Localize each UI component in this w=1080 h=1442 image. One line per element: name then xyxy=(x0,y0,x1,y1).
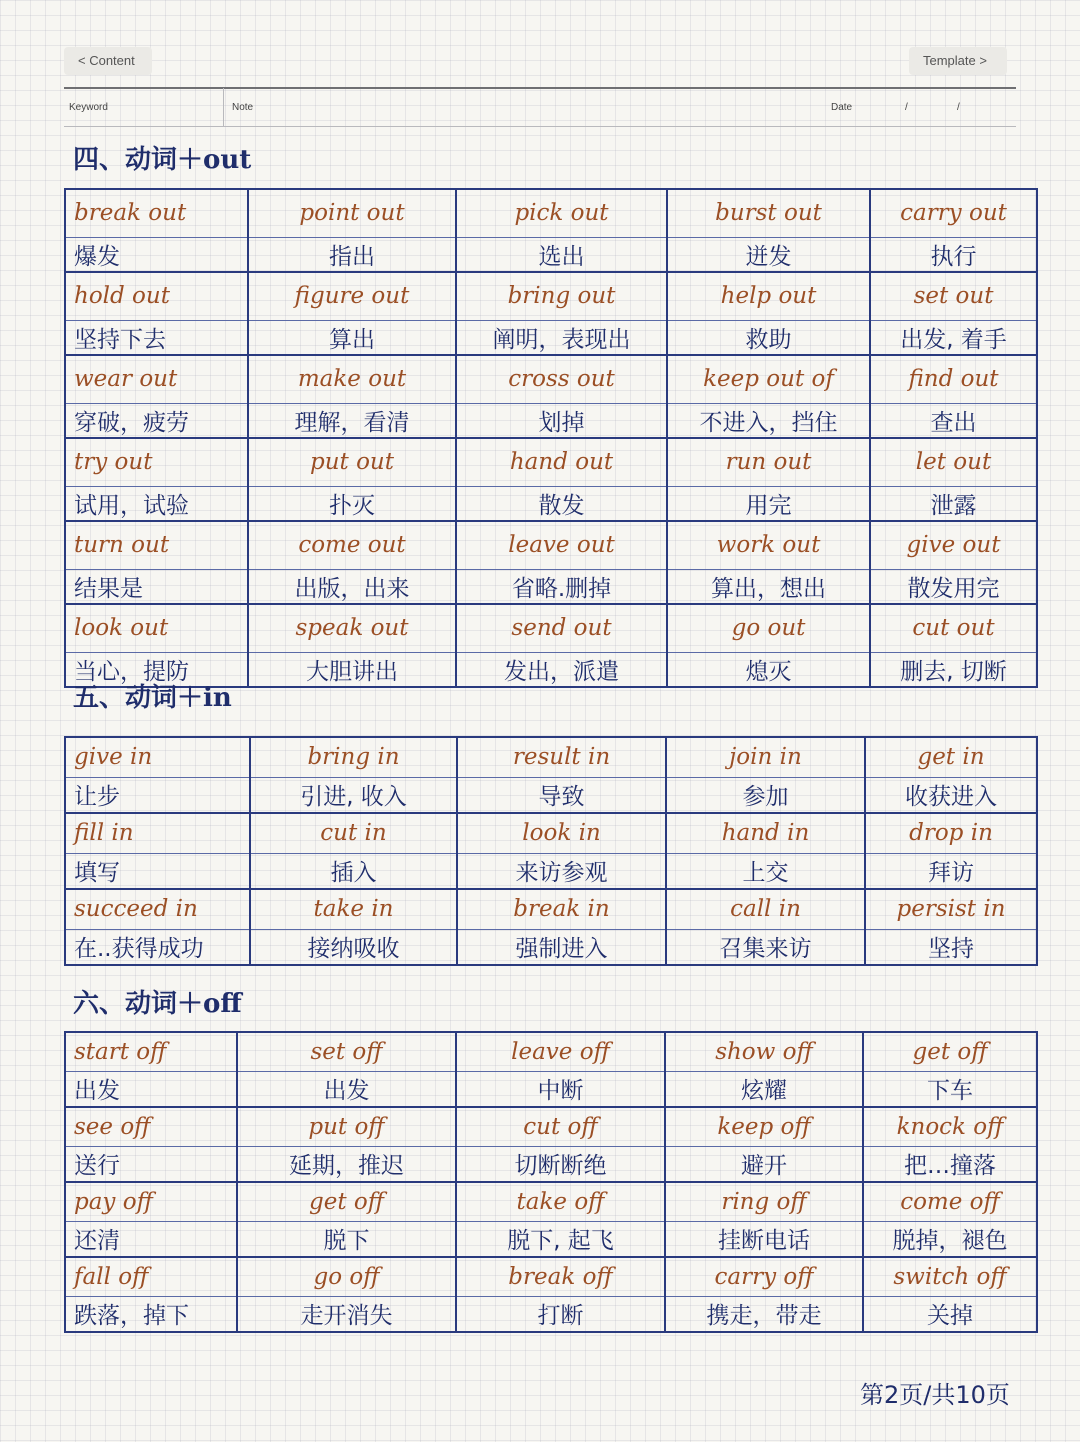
phrase-cell: wear out xyxy=(65,355,248,403)
verb-off-table xyxy=(64,1031,1038,1333)
phrase-cell: put off xyxy=(237,1107,456,1146)
meaning-cell: 不进入，挡住 xyxy=(667,403,870,438)
phrase-cell: hand out xyxy=(456,438,667,486)
section-title-out: 四、动词＋out xyxy=(73,145,252,175)
meaning-cell: 引进, 收入 xyxy=(250,777,457,813)
meaning-cell: 来访参观 xyxy=(457,853,666,889)
phrase-cell: give out xyxy=(870,521,1037,569)
phrase-cell: drop in xyxy=(865,813,1037,853)
phrase-cell: come out xyxy=(248,521,456,569)
meaning-row xyxy=(65,320,1037,355)
meaning-cell: 下车 xyxy=(863,1071,1037,1107)
phrase-cell: go off xyxy=(237,1257,456,1296)
phrase-cell: point out xyxy=(248,189,456,237)
meaning-row xyxy=(65,1296,1037,1332)
meaning-cell: 散发用完 xyxy=(870,569,1037,604)
meaning-cell: 指出 xyxy=(248,237,456,272)
phrase-cell: cut out xyxy=(870,604,1037,652)
phrase-cell: cut in xyxy=(250,813,457,853)
phrase-cell: fill in xyxy=(65,813,250,853)
meaning-row xyxy=(65,1221,1037,1257)
meaning-row xyxy=(65,1146,1037,1182)
meaning-cell: 删去, 切断 xyxy=(870,652,1037,687)
phrase-cell: break in xyxy=(457,889,666,929)
phrase-cell: get in xyxy=(865,737,1037,777)
phrase-cell: carry off xyxy=(665,1257,863,1296)
meaning-cell: 送行 xyxy=(65,1146,237,1182)
meaning-row xyxy=(65,929,1037,965)
meaning-cell: 算出 xyxy=(248,320,456,355)
phrase-cell: help out xyxy=(667,272,870,320)
meaning-cell: 召集来访 xyxy=(666,929,865,965)
phrase-row xyxy=(65,189,1037,237)
phrase-cell: switch off xyxy=(863,1257,1037,1296)
phrase-cell: try out xyxy=(65,438,248,486)
meaning-cell: 坚持下去 xyxy=(65,320,248,355)
verb-out-table xyxy=(64,188,1038,688)
meaning-cell: 参加 xyxy=(666,777,865,813)
meaning-cell: 扑灭 xyxy=(248,486,456,521)
phrase-cell: turn out xyxy=(65,521,248,569)
section-title-off: 六、动词＋off xyxy=(73,989,242,1019)
meaning-cell: 坚持 xyxy=(865,929,1037,965)
meaning-row xyxy=(65,853,1037,889)
meaning-cell: 把…撞落 xyxy=(863,1146,1037,1182)
meaning-cell: 炫耀 xyxy=(665,1071,863,1107)
phrase-cell: leave off xyxy=(456,1032,665,1071)
phrase-cell: look out xyxy=(65,604,248,652)
meaning-cell: 试用，试验 xyxy=(65,486,248,521)
phrase-cell: hold out xyxy=(65,272,248,320)
phrase-cell: go out xyxy=(667,604,870,652)
phrase-cell: keep out of xyxy=(667,355,870,403)
phrase-cell: cut off xyxy=(456,1107,665,1146)
header-column-divider xyxy=(223,88,224,126)
meaning-cell: 拜访 xyxy=(865,853,1037,889)
meaning-cell: 迸发 xyxy=(667,237,870,272)
phrase-row xyxy=(65,1032,1037,1071)
phrase-cell: see off xyxy=(65,1107,237,1146)
meaning-cell: 选出 xyxy=(456,237,667,272)
meaning-cell: 脱下, 起飞 xyxy=(456,1221,665,1257)
phrase-cell: persist in xyxy=(865,889,1037,929)
phrase-cell: set off xyxy=(237,1032,456,1071)
meaning-row xyxy=(65,237,1037,272)
meaning-cell: 关掉 xyxy=(863,1296,1037,1332)
meaning-cell: 理解，看清 xyxy=(248,403,456,438)
meaning-cell: 结果是 xyxy=(65,569,248,604)
meaning-cell: 划掉 xyxy=(456,403,667,438)
phrase-cell: break out xyxy=(65,189,248,237)
phrase-cell: bring in xyxy=(250,737,457,777)
phrase-row xyxy=(65,604,1037,652)
meaning-cell: 穿破，疲劳 xyxy=(65,403,248,438)
template-button[interactable]: Template > xyxy=(909,47,1007,75)
phrase-row xyxy=(65,1182,1037,1221)
phrase-row xyxy=(65,737,1037,777)
meaning-cell: 脱掉，褪色 xyxy=(863,1221,1037,1257)
phrase-cell: make out xyxy=(248,355,456,403)
phrase-cell: send out xyxy=(456,604,667,652)
phrase-row xyxy=(65,438,1037,486)
meaning-cell: 阐明，表现出 xyxy=(456,320,667,355)
meaning-cell: 出发 xyxy=(237,1071,456,1107)
meaning-cell: 上交 xyxy=(666,853,865,889)
meaning-cell: 省略.删掉 xyxy=(456,569,667,604)
meaning-row xyxy=(65,569,1037,604)
meaning-cell: 泄露 xyxy=(870,486,1037,521)
meaning-cell: 出版，出来 xyxy=(248,569,456,604)
phrase-cell: result in xyxy=(457,737,666,777)
meaning-cell: 携走，带走 xyxy=(665,1296,863,1332)
phrase-cell: bring out xyxy=(456,272,667,320)
phrase-cell: put out xyxy=(248,438,456,486)
verb-in-table xyxy=(64,736,1038,966)
phrase-row xyxy=(65,1107,1037,1146)
phrase-row xyxy=(65,813,1037,853)
meaning-cell: 收获进入 xyxy=(865,777,1037,813)
meaning-cell: 出发 xyxy=(65,1071,237,1107)
meaning-cell: 执行 xyxy=(870,237,1037,272)
meaning-cell: 脱下 xyxy=(237,1221,456,1257)
date-separator: / xyxy=(905,102,908,113)
phrase-cell: keep off xyxy=(665,1107,863,1146)
phrase-cell: take in xyxy=(250,889,457,929)
phrase-row xyxy=(65,521,1037,569)
meaning-row xyxy=(65,403,1037,438)
meaning-row xyxy=(65,777,1037,813)
meaning-cell: 接纳吸收 xyxy=(250,929,457,965)
phrase-cell: give in xyxy=(65,737,250,777)
phrase-cell: find out xyxy=(870,355,1037,403)
phrase-cell: call in xyxy=(666,889,865,929)
meaning-cell: 强制进入 xyxy=(457,929,666,965)
date-separator: / xyxy=(957,102,960,113)
meaning-cell: 走开消失 xyxy=(237,1296,456,1332)
meaning-cell: 让步 xyxy=(65,777,250,813)
meaning-cell: 还清 xyxy=(65,1221,237,1257)
meaning-cell: 熄灭 xyxy=(667,652,870,687)
phrase-cell: get off xyxy=(237,1182,456,1221)
phrase-cell: speak out xyxy=(248,604,456,652)
phrase-cell: break off xyxy=(456,1257,665,1296)
meaning-cell: 挂断电话 xyxy=(665,1221,863,1257)
phrase-cell: leave out xyxy=(456,521,667,569)
phrase-cell: carry out xyxy=(870,189,1037,237)
phrase-cell: hand in xyxy=(666,813,865,853)
phrase-cell: join in xyxy=(666,737,865,777)
meaning-cell: 填写 xyxy=(65,853,250,889)
meaning-cell: 发出，派遣 xyxy=(456,652,667,687)
phrase-cell: figure out xyxy=(248,272,456,320)
phrase-cell: burst out xyxy=(667,189,870,237)
header-bottom-divider xyxy=(64,126,1016,127)
phrase-cell: succeed in xyxy=(65,889,250,929)
phrase-cell: knock off xyxy=(863,1107,1037,1146)
meaning-cell: 打断 xyxy=(456,1296,665,1332)
phrase-cell: show off xyxy=(665,1032,863,1071)
date-label: Date xyxy=(831,102,853,113)
meaning-cell: 切断断绝 xyxy=(456,1146,665,1182)
keyword-label: Keyword xyxy=(69,102,108,113)
phrase-cell: take off xyxy=(456,1182,665,1221)
phrase-cell: start off xyxy=(65,1032,237,1071)
meaning-cell: 当心，提防 xyxy=(65,652,248,687)
phrase-cell: look in xyxy=(457,813,666,853)
phrase-cell: fall off xyxy=(65,1257,237,1296)
meaning-row xyxy=(65,486,1037,521)
meaning-cell: 散发 xyxy=(456,486,667,521)
phrase-cell: ring off xyxy=(665,1182,863,1221)
phrase-row xyxy=(65,355,1037,403)
phrase-cell: pay off xyxy=(65,1182,237,1221)
header-top-divider xyxy=(64,87,1016,89)
meaning-cell: 在..获得成功 xyxy=(65,929,250,965)
meaning-cell: 爆发 xyxy=(65,237,248,272)
meaning-row xyxy=(65,1071,1037,1107)
meaning-cell: 算出，想出 xyxy=(667,569,870,604)
meaning-cell: 出发, 着手 xyxy=(870,320,1037,355)
phrase-row xyxy=(65,272,1037,320)
meaning-cell: 延期，推迟 xyxy=(237,1146,456,1182)
phrase-cell: work out xyxy=(667,521,870,569)
meaning-cell: 跌落，掉下 xyxy=(65,1296,237,1332)
meaning-cell: 大胆讲出 xyxy=(248,652,456,687)
meaning-cell: 避开 xyxy=(665,1146,863,1182)
phrase-cell: set out xyxy=(870,272,1037,320)
content-back-button[interactable]: < Content xyxy=(64,47,152,75)
meaning-cell: 用完 xyxy=(667,486,870,521)
meaning-cell: 查出 xyxy=(870,403,1037,438)
phrase-cell: run out xyxy=(667,438,870,486)
phrase-row xyxy=(65,889,1037,929)
meaning-cell: 救助 xyxy=(667,320,870,355)
phrase-cell: pick out xyxy=(456,189,667,237)
phrase-row xyxy=(65,1257,1037,1296)
meaning-cell: 中断 xyxy=(456,1071,665,1107)
meaning-cell: 插入 xyxy=(250,853,457,889)
phrase-cell: let out xyxy=(870,438,1037,486)
phrase-cell: come off xyxy=(863,1182,1037,1221)
note-label: Note xyxy=(232,102,254,113)
meaning-cell: 导致 xyxy=(457,777,666,813)
page-indicator: 第2页/共10页 xyxy=(860,1381,1010,1409)
phrase-cell: get off xyxy=(863,1032,1037,1071)
section-title-in: 五、动词＋in xyxy=(73,683,232,713)
phrase-cell: cross out xyxy=(456,355,667,403)
